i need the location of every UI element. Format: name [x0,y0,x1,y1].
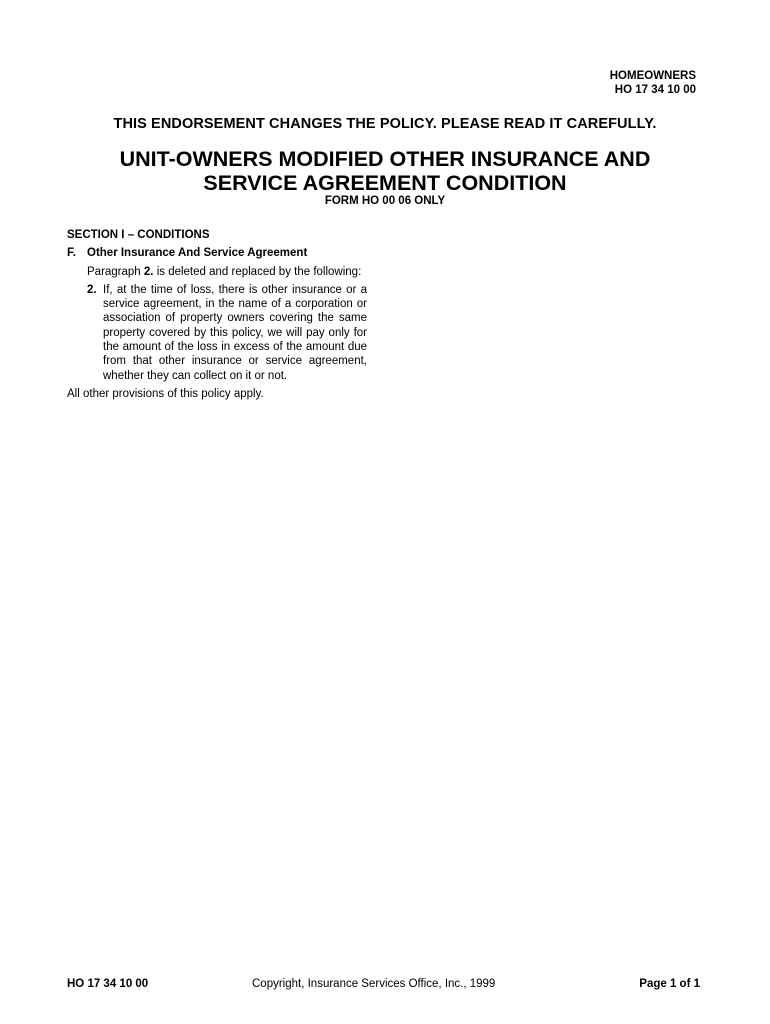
subsection-heading [67,246,367,260]
provision-item [87,283,367,383]
endorsement-notice: THIS ENDORSEMENT CHANGES THE POLICY. PLEASE READ IT CAREFULLY. [113,116,657,132]
footer-page-number: Page 1 of 1 [639,978,700,990]
intro-text-before: Paragraph [87,265,144,278]
provision-text: If, at the time of loss, there is other insurance or a service agreement, in the name of a corporation or association of property owners covering the same property covered by this policy, we will pay only for the amount of the loss in excess of the amount due from that other insurance or service agreement, whether they can collect on it or not. [103,283,367,382]
section-heading: SECTION I – CONDITIONS [67,229,210,241]
closing-statement: All other provisions of this policy apply. [67,387,264,400]
form-scope: FORM HO 00 06 ONLY [324,195,446,207]
footer-form-number: HO 17 34 10 00 [67,978,149,990]
title-line-2: SERVICE AGREEMENT CONDITION [203,171,567,195]
title-line-1: UNIT-OWNERS MODIFIED OTHER INSURANCE AND [119,147,651,171]
subsection-title: Other Insurance And Service Agreement [87,247,308,260]
provision-number: 2. [87,283,97,296]
body-content [67,228,367,401]
form-number: HO 17 34 10 00 [614,84,696,96]
form-header [610,69,696,97]
footer-copyright: Copyright, Insurance Services Office, Inc., 1999 [252,978,496,990]
intro-text-after: is deleted and replaced by the following: [153,265,362,278]
intro-paragraph [87,265,367,279]
subsection-letter: F. [67,247,76,260]
intro-paragraph-ref: 2. [143,265,154,278]
document-title [0,147,770,195]
line-of-business: HOMEOWNERS [609,70,696,82]
